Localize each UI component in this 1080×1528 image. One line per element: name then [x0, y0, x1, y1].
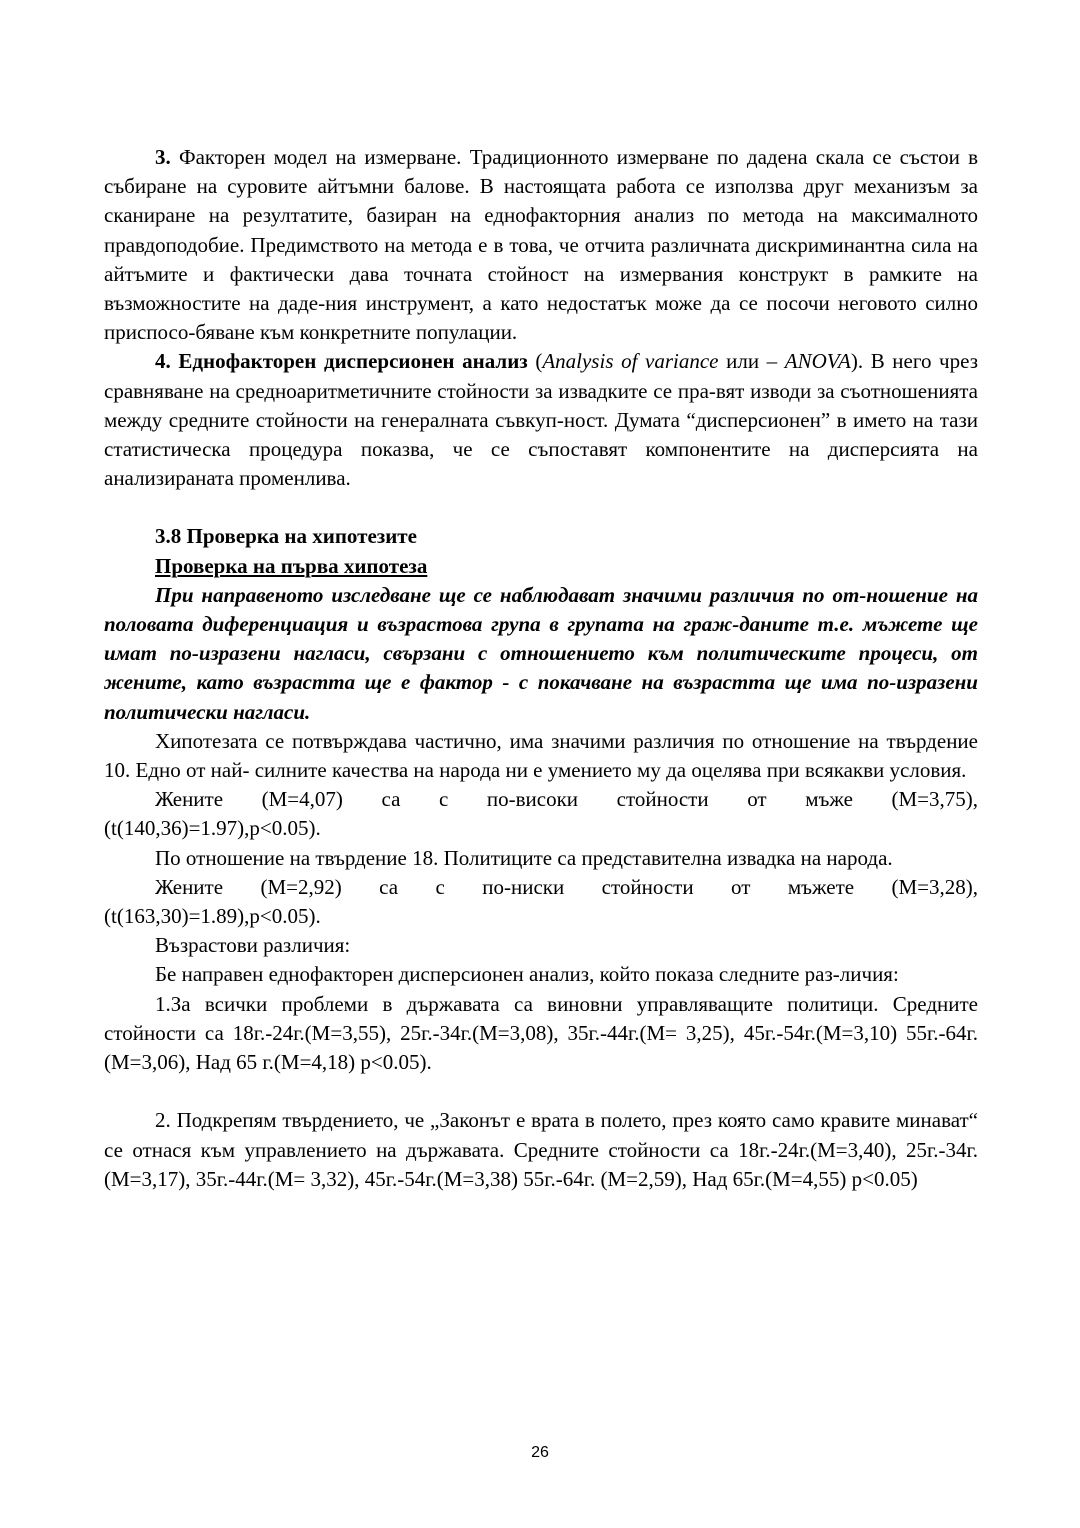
page-body: [104, 143, 978, 1194]
paragraph-statement-18: По отношение на твърдение 18. Политиците са представителна извадка на народа.: [155, 845, 893, 870]
item-number: 3.: [155, 145, 171, 169]
paragraph-anova: [104, 347, 978, 493]
result-item-2: 2. Подкрепям твърдението, че „Законът е врата в полето, през която само кравите минават“ се отнася към управлението на държавата. Средните стойности са 18г.-24г.(М=3,40), 25г.-34г.(М=3,17), 35г.-44г.(М= 3,32), 45г.-54г.(М=3,38) 55г.-64г. (М=2,59), Над 65г.(М=4,55) р<0.05): [104, 1108, 978, 1191]
women-stat-2: (t(163,30)=1.89),р<0.05).: [104, 904, 321, 929]
text-fragment: или –: [718, 349, 785, 374]
anova-intro: Бе направен еднофакторен дисперсионен анализ, който показа следните раз-личия:: [155, 962, 899, 987]
anova-abbreviation: ANOVA: [784, 349, 851, 374]
anova-term: 4. Еднофакторен дисперсионен анализ: [155, 349, 528, 374]
paragraph-text: ). В него чрез сравняване на средноаритметичните стойности за извадките се пра-вят изводи за съотношенията между средните стойности на генералната съвкуп-ност. Думата “дисперсионен” в името на тази статистическа процедура показва, че се съпоставят компонентите на дисперсията на анализираната променлива.: [104, 349, 978, 491]
anova-english-term: Analysis of variance: [542, 349, 719, 374]
text-fragment: (: [527, 349, 543, 374]
women-result-2: Жените (М=2,92) са с по-ниски стойности от мъжете (М=3,28),: [155, 874, 978, 899]
spacer: [104, 493, 978, 522]
subsection-heading: Проверка на първа хипотеза: [155, 553, 428, 578]
paragraph-factor-model: [104, 143, 978, 347]
paragraph-confirmation: Хипотезата се потвърждава частично, има значими различия по отношение на твърдение 10. Едно от най- силните качества на народа ни е умението му да оцелява при всякакви условия.: [104, 728, 978, 783]
women-stat-1: (t(140,36)=1.97),р<0.05).: [104, 816, 321, 841]
section-heading: 3.8 Проверка на хипотезите: [155, 524, 417, 549]
women-result-1: Жените (М=4,07) са с по-високи стойности от мъже (М=3,75),: [155, 787, 978, 812]
paragraph-text: Факторен модел на измерване. Традиционното измерване по дадена скала се състои в събиране на суровите айтъмни балове. В настоящата работа се използва друг механизъм за сканиране на резултатите, базиран на еднофакторния анализ по метода на максималното правдоподобие. Предимството на метода е в това, че отчита различната дискриминантна сила на айтъмите и фактически дава точната стойност на измервания конструкт в рамките на възможностите на даде-ния инструмент, а като недостатък може да се посочи неговото силно приспосо-бяване към конкретните популации.: [104, 145, 978, 345]
result-item-1: 1.За всички проблеми в държавата са виновни управляващите политици. Средните стойности са 18г.-24г.(М=3,55), 25г.-34г.(М=3,08), 35г.-44г.(М= 3,25), 45г.-54г.(М=3,10) 55г.-64г. (М=3,06), Над 65 г.(М=4,18) р<0.05).: [104, 991, 978, 1075]
age-differences-label: Възрастови различия:: [155, 933, 351, 958]
hypothesis-statement: При направеното изследване ще се наблюдават значими различия по от-ношение на половата диференциация и възрастова група в групата на граж-даните т.е. мъжете ще имат по-изразени нагласи, свързани с отношението към политическите процеси, от жените, като възрастта ще е фактор - с покачване на възрастта ще има по-изразени политически нагласи.: [104, 582, 978, 724]
page-number: 26: [531, 1444, 549, 1461]
spacer: [104, 1077, 978, 1106]
